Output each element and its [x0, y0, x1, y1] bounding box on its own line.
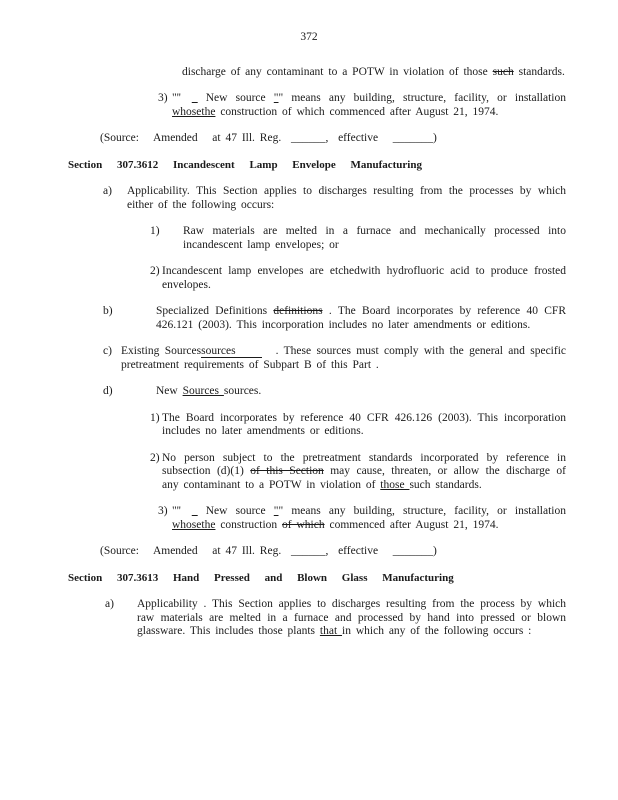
item-d-new-sources: [103, 385, 566, 399]
item-marker: 1): [150, 225, 160, 237]
paragraph-text: Specialized Definitions definitions . The Board incorporates by reference 40 CFR 426.121 (2003). This incorporation includes no later amendments or editions.: [156, 305, 566, 331]
item-c-existing-sources: [103, 345, 566, 372]
paragraph-text: Applicability . This Section applies to discharges resulting from the process by which raw materials are melted in a furnace and processed by hand into pressed or blown glassware. This includes those plants that in which any of the following occurs :: [137, 598, 566, 637]
item-marker: c): [103, 345, 112, 357]
paragraph-text: Applicability. This Section applies to discharges resulting from the processes by which either of the following occurs:: [127, 185, 566, 211]
item-a-applicability: [103, 185, 566, 212]
item-marker: b): [103, 305, 113, 317]
paragraph-text: discharge of any contaminant to a POTW in violation of those such standards.: [182, 65, 565, 78]
paragraph-text: No person subject to the pretreatment standards incorporated by reference in subsection (d)(1) of this Section may cause, threaten, or allow the discharge of any contaminant to a POTW in violation of those such standards.: [162, 451, 566, 491]
section-heading-307-3612: Section 307.3612 Incandescent Lamp Envelope Manufacturing: [68, 158, 422, 171]
item-marker: 3): [158, 505, 168, 517]
item-3-new-source: [158, 92, 566, 119]
paragraph-text: Existing Sourcessources . These sources must comply with the general and specific pretreatment requirements of Subpart B of this Part .: [121, 345, 566, 371]
item-d2-no-person: [150, 452, 566, 493]
item-a-applicability-glass: [105, 598, 566, 639]
page-number: 372: [300, 31, 318, 43]
section-heading-307-3613: Section 307.3613 Hand Pressed and Blown Glass Manufacturing: [68, 571, 454, 584]
item-marker: 1): [150, 411, 160, 424]
source-note: [100, 132, 566, 146]
item-marker: 3): [158, 92, 168, 104]
item-d3-new-source: [158, 505, 566, 532]
item-marker: d): [103, 385, 113, 397]
paragraph-text: Incandescent lamp envelopes are etchedwith hydrofluoric acid to produce frosted envelopes.: [162, 265, 566, 291]
paragraph-text: (Source: Amended at 47 Ill. Reg. ______, effective _______): [100, 132, 437, 144]
item-d1-board-incorporates: [150, 412, 566, 439]
paragraph-text: "'' _ New source "" means any building, structure, facility, or installation whosethe construction of which commenced after August 21, 1974.: [172, 505, 566, 531]
item-marker: a): [105, 598, 114, 610]
continuation-paragraph: [182, 66, 566, 80]
item-1-raw-materials: [150, 225, 566, 252]
item-b-specialized-definitions: [103, 305, 566, 332]
paragraph-text: Raw materials are melted in a furnace and mechanically processed into incandescent lamp envelopes; or: [183, 225, 566, 251]
item-2-etched: [150, 265, 566, 292]
item-marker: a): [103, 185, 112, 197]
paragraph-text: "'' _ New source "" means any building, structure, facility, or installation whosethe construction of which commenced after August 21, 1974.: [172, 92, 566, 118]
source-note: [100, 545, 566, 559]
item-marker: 2): [150, 451, 160, 464]
document-body: [0, 66, 566, 639]
item-marker: 2): [150, 265, 160, 277]
paragraph-text: New Sources sources.: [156, 385, 262, 397]
paragraph-text: (Source: Amended at 47 Ill. Reg. ______, effective _______): [100, 545, 437, 557]
paragraph-text: The Board incorporates by reference 40 CFR 426.126 (2003). This incorporation includes no later amendments or editions.: [162, 411, 566, 437]
